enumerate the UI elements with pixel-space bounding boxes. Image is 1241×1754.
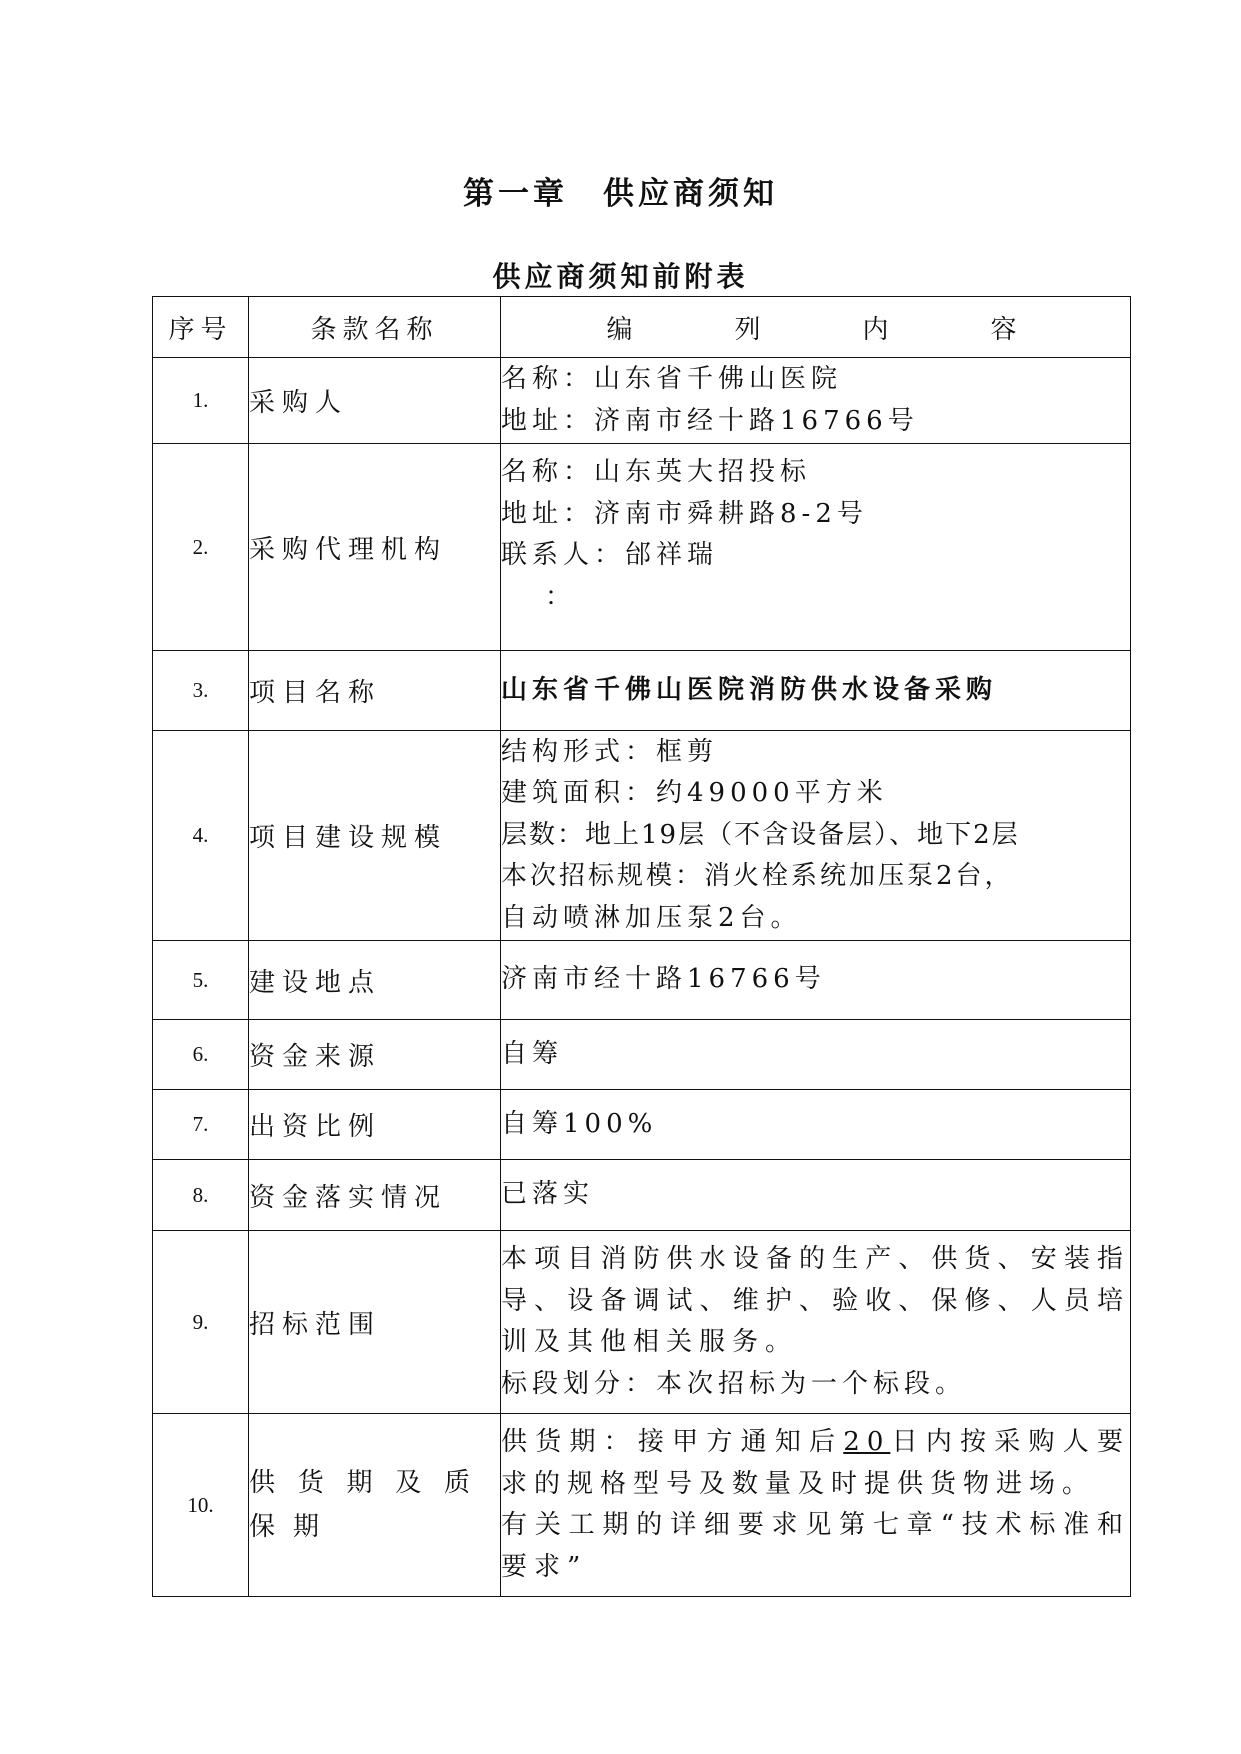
table-row (153, 731, 1131, 941)
row-number: 5. (153, 941, 249, 1020)
content-line: 建筑面积：约49000平方米 (501, 778, 888, 809)
content-line: ： (545, 581, 577, 612)
table-row (153, 1020, 1131, 1090)
content-line: 结构形式：框剪 (501, 736, 719, 767)
content-line: 自动喷淋加压泵2台。 (501, 902, 802, 933)
row-number: 9. (153, 1231, 249, 1414)
clause-name: 采购代理机构 (249, 444, 501, 651)
clause-content (501, 941, 1131, 1020)
content-line: 本次招标规模：消火栓系统加压泵2台， (501, 861, 1014, 892)
clause-content (501, 1090, 1131, 1160)
row-number: 2. (153, 444, 249, 651)
row-number: 6. (153, 1020, 249, 1090)
clause-name: 建设地点 (249, 941, 501, 1020)
content-line: 济南市经十路16766号 (501, 964, 826, 995)
clause-name: 出资比例 (249, 1090, 501, 1160)
delivery-period-text: 供货期：接甲方通知后 (501, 1427, 844, 1457)
clause-name: 供货期及质保期 (249, 1414, 501, 1597)
delivery-days-value: 20 (843, 1427, 891, 1457)
clause-name: 招标范围 (249, 1231, 501, 1414)
content-line: 名称：山东英大招投标 (501, 457, 812, 487)
table-title: 供应商须知前附表 (492, 260, 749, 293)
row-number: 10. (153, 1414, 249, 1597)
content-line: 标段划分：本次招标为一个标段。 (501, 1368, 967, 1399)
clause-content (501, 1020, 1131, 1090)
header-number: 序号 (153, 297, 249, 358)
content-line: 自筹100% (501, 1108, 658, 1139)
table-row (153, 444, 1131, 651)
clause-name: 项目建设规模 (249, 731, 501, 941)
supplier-notice-table (152, 296, 1131, 1597)
content-line: 地址：济南市经十路16766号 (501, 405, 919, 436)
clause-name: 项目名称 (249, 651, 501, 731)
table-row (153, 1160, 1131, 1231)
clause-content (501, 1231, 1131, 1414)
clause-content (501, 444, 1131, 651)
content-line: 山东省千佛山医院消防供水设备采购 (501, 674, 998, 705)
row-number: 4. (153, 731, 249, 941)
clause-content (501, 651, 1131, 731)
clause-content (501, 1160, 1131, 1231)
row-number: 1. (153, 358, 249, 444)
clause-name: 资金落实情况 (249, 1160, 501, 1231)
clause-name: 采购人 (249, 358, 501, 444)
content-line: 层数：地上19层（不含设备层）、地下2层 (501, 819, 1020, 850)
row-number: 8. (153, 1160, 249, 1231)
header-content: 编 列 内 容 (501, 297, 1131, 358)
content-line: 自筹 (501, 1038, 564, 1069)
header-clause-name: 条款名称 (249, 297, 501, 358)
clause-name: 资金来源 (249, 1020, 501, 1090)
content-line: 名称：山东省千佛山医院 (501, 364, 843, 394)
chapter-title: 第一章 供应商须知 (463, 176, 778, 212)
table-header-row (153, 297, 1131, 358)
content-paragraph: 有关工期的详细要求见第七章“技术标准和要求” (501, 1510, 1130, 1582)
row-number: 3. (153, 651, 249, 731)
table-row (153, 651, 1131, 731)
table-row (153, 941, 1131, 1020)
content-paragraph (501, 1422, 1130, 1505)
clause-content (501, 1414, 1131, 1597)
clause-content (501, 731, 1131, 941)
content-line: 地址：济南市舜耕路8-2号 (501, 498, 868, 529)
table-row (153, 358, 1131, 444)
table-row (153, 1231, 1131, 1414)
table-row (153, 1414, 1131, 1597)
content-line: 已落实 (501, 1179, 595, 1210)
content-paragraph: 本项目消防供水设备的生产、供货、安装指导、设备调试、维护、验收、保修、人员培训及其他相关服务。 (501, 1244, 1130, 1357)
clause-content (501, 358, 1131, 444)
row-number: 7. (153, 1090, 249, 1160)
delivery-period-text-cont: 日内按采购人要求的规格型号及数量及时提供货物进场。 (501, 1427, 1130, 1499)
table-row (153, 1090, 1131, 1160)
content-line: 联系人：邰祥瑞 (501, 540, 719, 570)
